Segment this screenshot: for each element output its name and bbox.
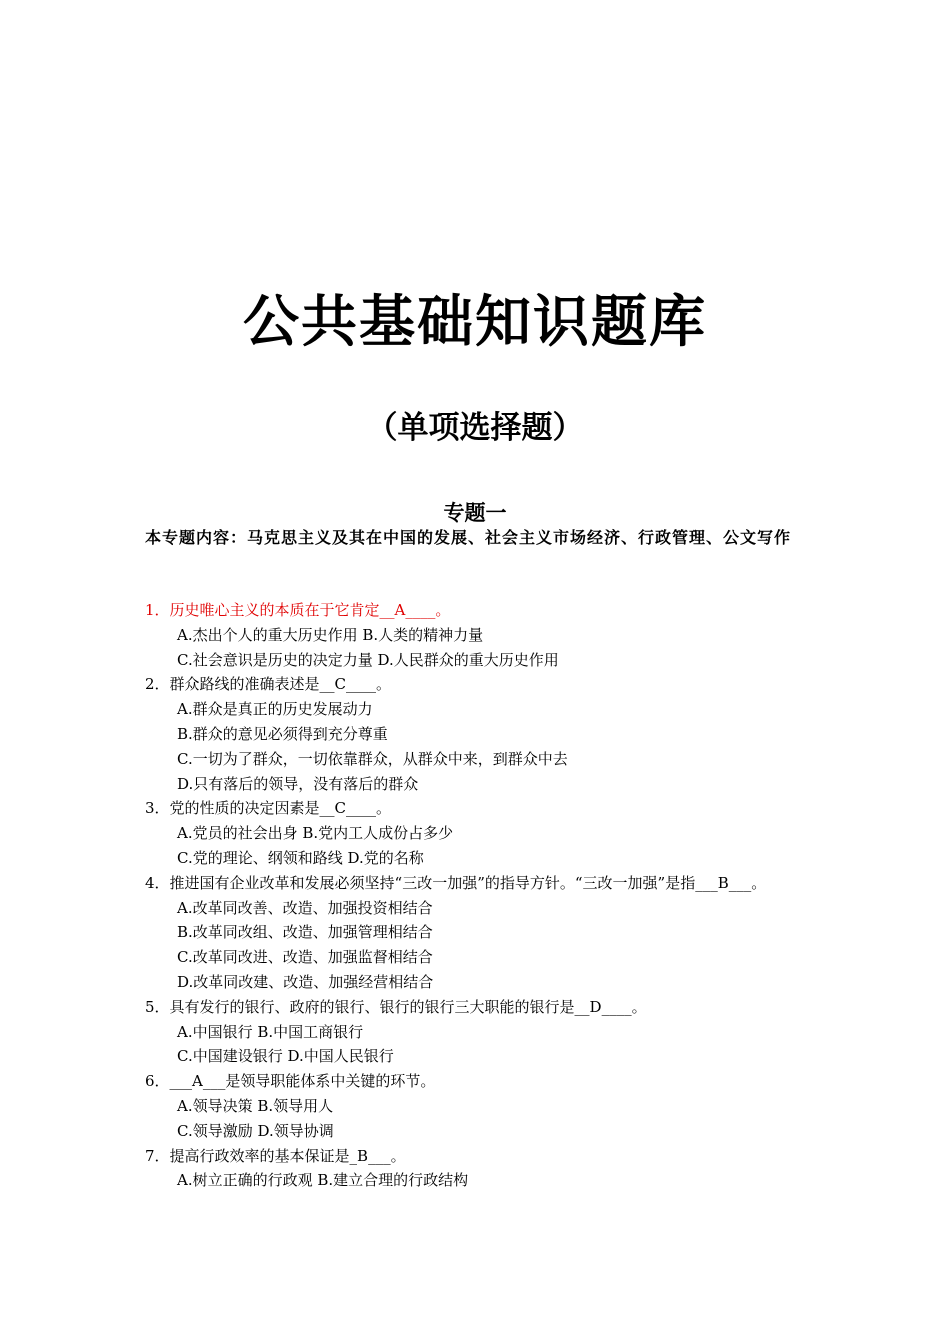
question-option: C.中国建设银行 D.中国人民银行 (177, 1047, 394, 1066)
question-option: A.党员的社会出身 B.党内工人成份占多少 (177, 824, 454, 843)
question-option: B.改革同改组、改造、加强管理相结合 (177, 923, 433, 942)
question-option: C.党的理论、纲领和路线 D.党的名称 (177, 848, 424, 867)
question-option: A.杰出个人的重大历史作用 B.人类的精神力量 (177, 625, 484, 644)
question-option: D.只有落后的领导，没有落后的群众 (177, 774, 419, 793)
question-item (145, 871, 815, 995)
question-option: A.改革同改善、改造、加强投资相结合 (177, 898, 433, 917)
question-option: C.社会意识是历史的决定力量 D.人民群众的重大历史作用 (177, 650, 559, 669)
document-title: 公共基础知识题库 (243, 290, 707, 355)
question-text: 3．党的性质的决定因素是__C____。 (145, 799, 392, 818)
question-option: C.改革同改进、改造、加强监督相结合 (177, 948, 433, 967)
question-text: 7．提高行政效率的基本保证是_B___。 (145, 1146, 406, 1165)
question-option: B.群众的意见必须得到充分尊重 (177, 724, 388, 743)
question-text: 2．群众路线的准确表述是__C____。 (145, 675, 392, 694)
topic-scope: 本专题内容：马克思主义及其在中国的发展、社会主义市场经济、行政管理、公文写作 (145, 528, 792, 547)
question-option: A.群众是真正的历史发展动力 (177, 700, 373, 719)
question-item (145, 1069, 815, 1143)
question-option: C.一切为了群众，一切依靠群众，从群众中来，到群众中去 (177, 749, 568, 768)
document-subtitle: （单项选择题） (366, 410, 584, 446)
question-text: 4．推进国有企业改革和发展必须坚持“三改一加强”的指导方针。“三改一加强”是指___B___。 (145, 873, 767, 892)
question-list (145, 598, 815, 1193)
question-option: D.改革同改建、改造、加强经营相结合 (177, 972, 434, 991)
question-option: C.领导激励 D.领导协调 (177, 1121, 334, 1140)
question-option: A.领导决策 B.领导用人 (177, 1096, 334, 1115)
question-item (145, 598, 815, 672)
question-item (145, 995, 815, 1069)
question-text: 1．历史唯心主义的本质在于它肯定__A____。 (145, 601, 451, 619)
question-item (145, 796, 815, 870)
question-option: A.树立正确的行政观 B.建立合理的行政结构 (177, 1171, 469, 1190)
question-item (145, 672, 815, 796)
question-text: 5．具有发行的银行、政府的银行、银行的银行三大职能的银行是__D____。 (145, 997, 647, 1016)
question-item (145, 1144, 815, 1194)
question-option: A.中国银行 B.中国工商银行 (177, 1022, 364, 1041)
question-text: 6．___A___是领导职能体系中关键的环节。 (145, 1072, 436, 1091)
topic-heading: 专题一 (443, 501, 507, 525)
